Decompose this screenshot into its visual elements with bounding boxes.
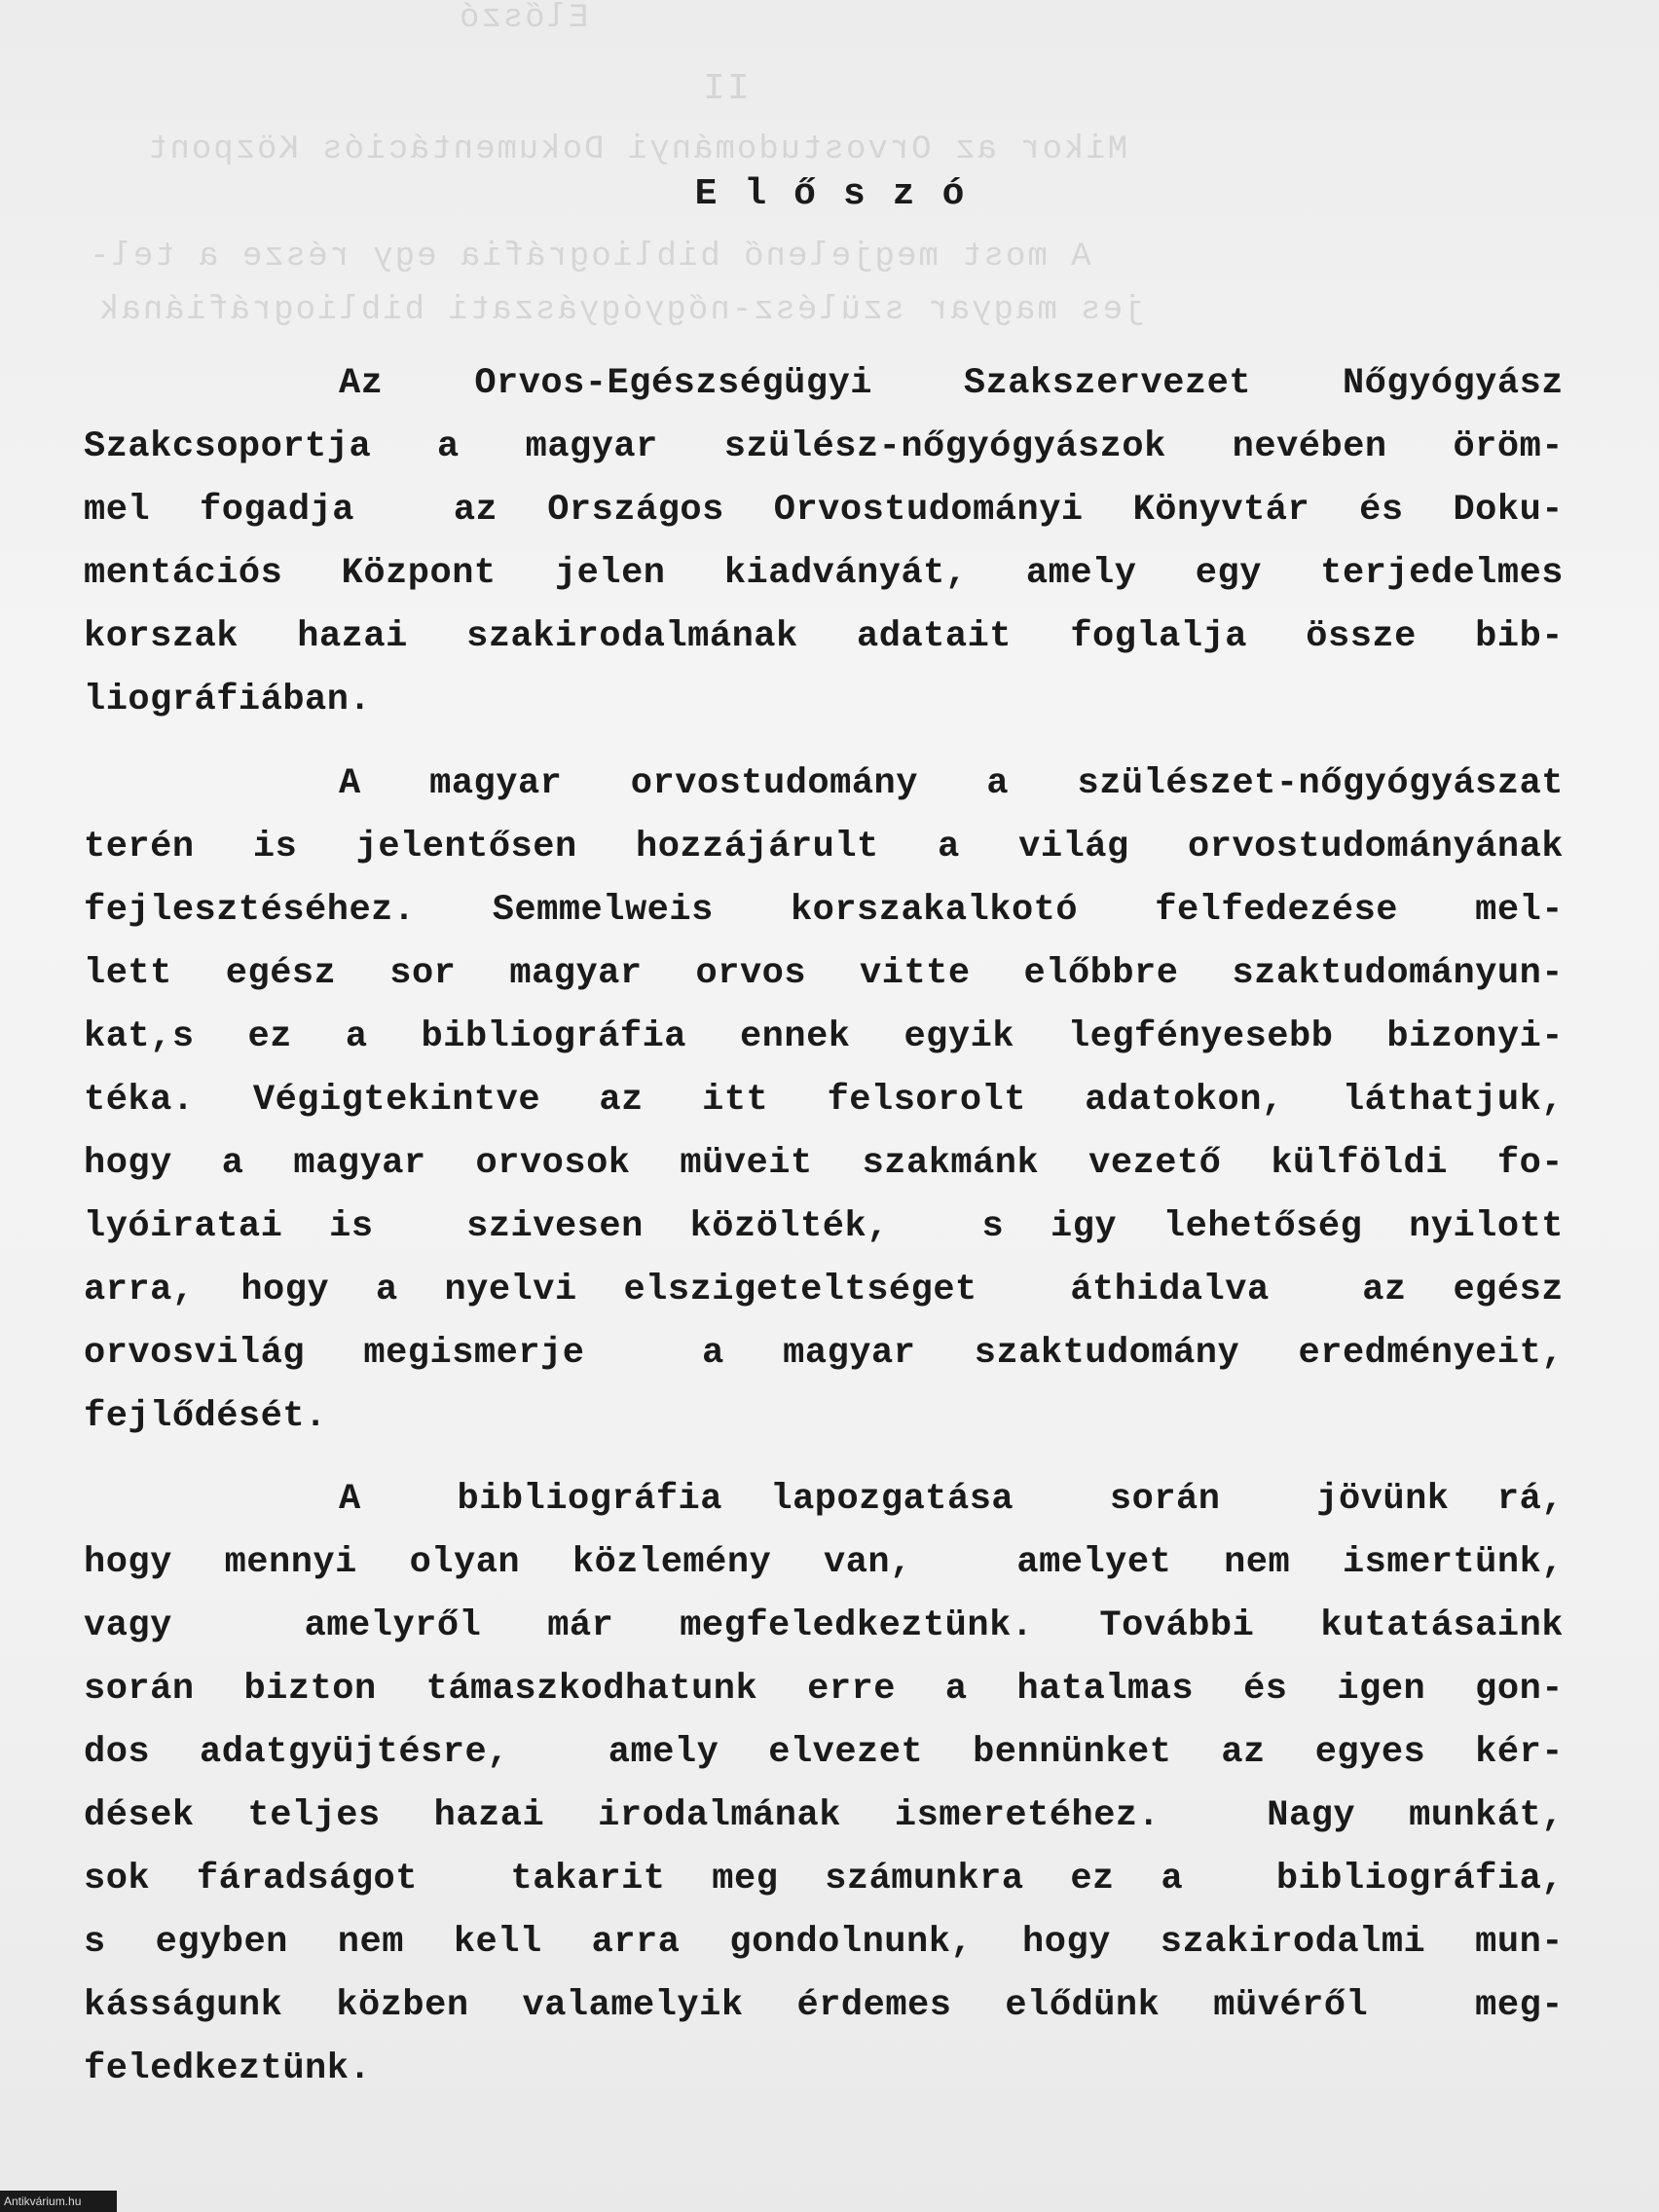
text-line: A bibliográfia lapozgatása során jövünk rá,: [339, 1479, 1564, 1520]
text-line: orvosvilág megismerje a magyar szaktudomány eredményeit,: [84, 1333, 1564, 1374]
text-line: A magyar orvostudomány a szülészet-nőgyógyászat: [339, 763, 1564, 804]
bleed-through-text: Mikor az Orvostudományi Dokumentációs Központ: [146, 131, 1128, 168]
text-line: sok fáradságot takarit meg számunkra ez a bibliográfia,: [84, 1859, 1564, 1899]
text-line: dések teljes hazai irodalmának ismeretéhez. Nagy munkát,: [84, 1795, 1564, 1836]
text-line: Az Orvos-Egészségügyi Szakszervezet Nőgyógyász: [339, 363, 1564, 404]
paragraph-2: [84, 753, 1564, 1449]
bleed-through-text: II: [701, 68, 750, 110]
text-line: lett egész sor magyar orvos vitte előbbre szaktudományun-: [84, 953, 1564, 994]
text-line: dos adatgyüjtésre, amely elvezet bennünket az egyes kér-: [84, 1732, 1564, 1773]
watermark-label: Antikvárium.hu: [0, 2191, 117, 2212]
text-line: s egyben nem kell arra gondolnunk, hogy szakirodalmi mun-: [84, 1922, 1564, 1963]
text-line: korszak hazai szakirodalmának adatait foglalja össze bib-: [84, 616, 1564, 657]
text-line: lyóiratai is szivesen közölték, s igy lehetőség nyilott: [84, 1206, 1564, 1247]
bleed-through-text: Előszó: [458, 0, 589, 37]
page-title: Előszó: [694, 173, 992, 215]
text-line: Szakcsoportja a magyar szülész-nőgyógyászok nevében öröm-: [84, 426, 1564, 467]
text-line: vagy amelyről már megfeledkeztünk. További kutatásaink: [84, 1605, 1564, 1646]
text-line: liográfiában.: [84, 680, 372, 720]
text-line: terén is jelentősen hozzájárult a világ orvostudományának: [84, 827, 1564, 867]
text-line: hogy mennyi olyan közlemény van, amelyet nem ismertünk,: [84, 1542, 1564, 1583]
bleed-through-text: A most megjelenő bibliográfia egy része a tel-: [88, 239, 1091, 276]
text-line: feledkeztünk.: [84, 2048, 372, 2089]
paragraph-1: [84, 352, 1564, 732]
text-line: kat,s ez a bibliográfia ennek egyik legfényesebb bizonyi-: [84, 1016, 1564, 1057]
text-line: téka. Végigtekintve az itt felsorolt adatokon, láthatjuk,: [84, 1080, 1564, 1121]
text-line: során bizton támaszkodhatunk erre a hatalmas és igen gon-: [84, 1669, 1564, 1710]
text-line: fejlesztéséhez. Semmelweis korszakalkotó felfedezése mel-: [84, 890, 1564, 931]
text-line: mel fogadja az Országos Orvostudományi Könyvtár és Doku-: [84, 490, 1564, 531]
text-line: fejlődését.: [84, 1396, 327, 1437]
bleed-through-text: jes magyar szülész-nőgyógyászati bibliográfiának: [97, 292, 1145, 329]
text-line: arra, hogy a nyelvi elszigeteltséget áthidalva az egész: [84, 1270, 1564, 1310]
text-line: kásságunk közben valamelyik érdemes elődünk müvéről meg-: [84, 1985, 1564, 2026]
paragraph-3: [84, 1468, 1564, 2101]
text-line: hogy a magyar orvosok müveit szakmánk vezető külföldi fo-: [84, 1143, 1564, 1184]
text-line: mentációs Központ jelen kiadványát, amely egy terjedelmes: [84, 553, 1564, 594]
